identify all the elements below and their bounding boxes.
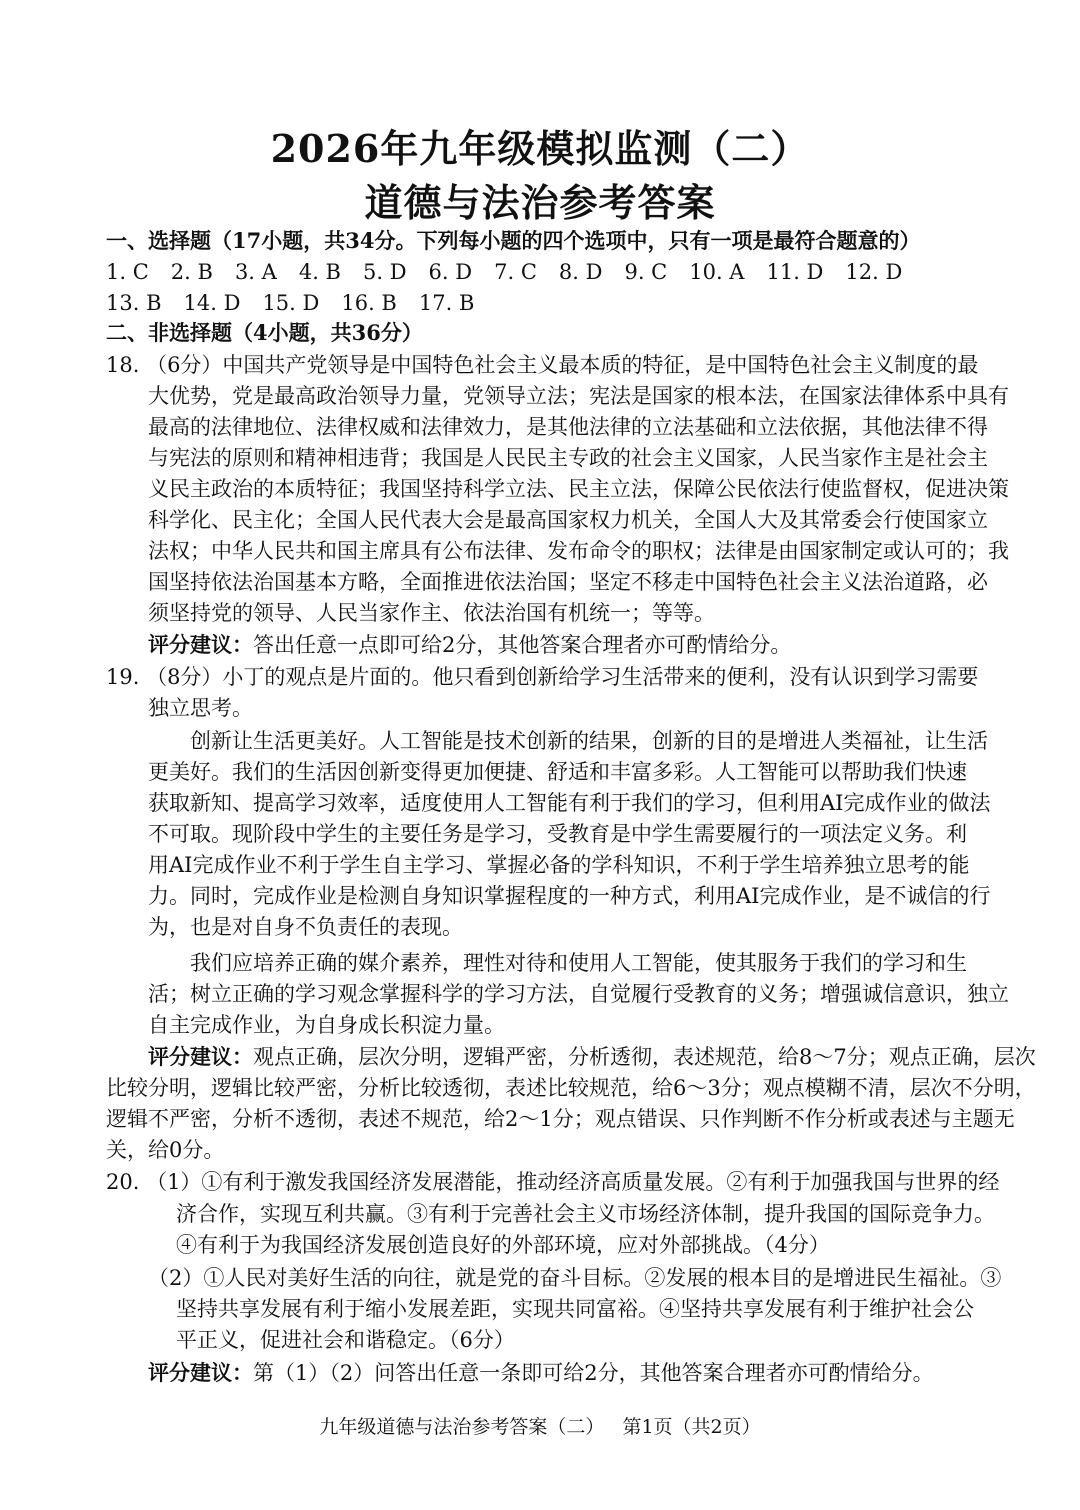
mc-answer: 1. C — [106, 260, 149, 284]
q20-line: 济合作，实现互利共赢。③有利于完善社会主义市场经济体制，提升我国的国际竞争力。 — [176, 1202, 995, 1226]
section-1-header: 一、选择题（17小题，共34分。下列每小题的四个选项中，只有一项是最符合题意的） — [106, 228, 921, 253]
q19-line: 力。同时，完成作业是检测自身知识掌握程度的一种方式，利用AI完成作业，是不诚信的行 — [148, 884, 991, 908]
mc-answer: 6. D — [428, 260, 473, 284]
q20-line: 平正义，促进社会和谐稳定。（6分） — [176, 1328, 515, 1352]
q19-line: 19. （8分）小丁的观点是片面的。他只看到创新给学习生活带来的便利，没有认识到学习需要 — [106, 665, 979, 689]
mc-answer: 10. A — [689, 260, 745, 284]
q19-line: 获取新知、提高学习效率，适度使用人工智能有利于我们的学习，但利用AI完成作业的做法 — [148, 791, 991, 815]
q19-score-line: 逻辑不严密，分析不透彻，表述不规范，给2～1分；观点错误、只作判断不作分析或表述与主题无 — [106, 1107, 1015, 1131]
q18-scoring — [148, 630, 791, 660]
mc-answer: 3. A — [234, 260, 277, 284]
mc-answer: 13. B — [106, 291, 162, 315]
q18-line: 法权；中华人民共和国主席具有公布法律、发布命令的职权；法律是由国家制定或认可的；我 — [148, 539, 1009, 563]
q18-line: 最高的法律地位、法律权威和法律效力，是其他法律的立法基础和立法依据，其他法律不得 — [148, 415, 988, 439]
q18-score-text: 答出任意一点即可给2分，其他答案合理者亦可酌情给分。 — [253, 633, 792, 657]
q18-score-label: 评分建议： — [148, 632, 253, 657]
q19-scoring — [148, 1042, 1036, 1072]
q18-line: 义民主政治的本质特征；我国坚持科学立法、民主立法，保障公民依法行使监督权，促进决策 — [148, 477, 1009, 501]
q20-line: 坚持共享发展有利于缩小发展差距，实现共同富裕。④坚持共享发展有利于维护社会公 — [176, 1297, 974, 1321]
q19-score-label: 评分建议： — [148, 1044, 253, 1069]
q20-line: 20. （1）①有利于激发我国经济发展潜能，推动经济高质量发展。②有利于加强我国与世界的经 — [106, 1170, 1000, 1194]
q20-scoring — [148, 1358, 934, 1388]
q20-score-text: 第（1）（2）问答出任意一条即可给2分，其他答案合理者亦可酌情给分。 — [253, 1361, 934, 1385]
q19-line: 我们应培养正确的媒介素养，理性对待和使用人工智能，使其服务于我们的学习和生 — [190, 951, 967, 975]
mc-answer: 9. C — [624, 260, 668, 284]
q19-line: 为，也是对自身不负责任的表现。 — [148, 915, 463, 939]
q19-line: 更美好。我们的生活因创新变得更加便捷、舒适和丰富多彩。人工智能可以帮助我们快速 — [148, 760, 967, 784]
mc-answer: 4. B — [298, 260, 341, 284]
section-2-header: 二、非选择题（4小题，共36分） — [106, 320, 423, 345]
q18-line: 须坚持党的领导、人民当家作主、依法治国有机统一；等等。 — [148, 601, 715, 625]
mc-answer: 5. D — [362, 260, 407, 284]
page-subtitle: 道德与法治参考答案 — [364, 180, 716, 225]
q18-line: 18. （6分）中国共产党领导是中国特色社会主义最本质的特征，是中国特色社会主义制度的最 — [106, 353, 979, 377]
mc-answer: 14. D — [183, 291, 241, 315]
page-title: 2026年九年级模拟监测（二） — [270, 126, 810, 171]
q19-line: 自主完成作业，为自身成长积淀力量。 — [148, 1013, 505, 1037]
mc-answer: 11. D — [766, 260, 824, 284]
mc-answer: 17. B — [418, 291, 475, 315]
q19-score-line: 关，给0分。 — [106, 1138, 225, 1162]
answers-row-2 — [106, 288, 474, 318]
answers-row-1 — [106, 257, 902, 287]
q19-line: 独立思考。 — [148, 696, 253, 720]
page-footer: 九年级道德与法治参考答案（二） 第1页（共2页） — [319, 1416, 761, 1438]
mc-answer: 7. C — [494, 260, 537, 284]
mc-answer: 8. D — [558, 260, 603, 284]
q19-line: 不可取。现阶段中学生的主要任务是学习，受教育是中学生需要履行的一项法定义务。利 — [148, 822, 967, 846]
q19-line: 活；树立正确的学习观念掌握科学的学习方法，自觉履行受教育的义务；增强诚信意识，独立 — [148, 982, 1009, 1006]
q20-score-label: 评分建议： — [148, 1360, 253, 1385]
mc-answer: 2. B — [170, 260, 213, 284]
q18-line: 大优势，党是最高政治领导力量，党领导立法；宪法是国家的根本法，在国家法律体系中具有 — [148, 384, 1009, 408]
q18-line: 科学化、民主化；全国人民代表大会是最高国家权力机关，全国人大及其常委会行使国家立 — [148, 508, 988, 532]
q18-line: 与宪法的原则和精神相违背；我国是人民民主专政的社会主义国家，人民当家作主是社会主 — [148, 446, 988, 470]
q19-line: 创新让生活更美好。人工智能是技术创新的结果，创新的目的是增进人类福祉，让生活 — [190, 729, 988, 753]
mc-answer: 12. D — [845, 260, 903, 284]
q20-line: ④有利于为我国经济发展创造良好的外部环境，应对外部挑战。（4分） — [176, 1233, 830, 1257]
mc-answer: 16. B — [341, 291, 397, 315]
mc-answer: 15. D — [262, 291, 320, 315]
q19-score-text: 观点正确，层次分明，逻辑严密，分析透彻，表述规范，给8～7分；观点正确，层次 — [253, 1045, 1036, 1069]
q20-line: （2）①人民对美好生活的向往，就是党的奋斗目标。②发展的根本目的是增进民生福祉。③ — [148, 1266, 1002, 1290]
q19-score-line: 比较分明，逻辑比较严密，分析比较透彻，表述比较规范，给6～3分；观点模糊不清，层次不分明， — [106, 1076, 1036, 1100]
q18-line: 国坚持依法治国基本方略，全面推进依法治国；坚定不移走中国特色社会主义法治道路，必 — [148, 570, 988, 594]
q19-line: 用AI完成作业不利于学生自主学习、掌握必备的学科知识，不利于学生培养独立思考的能 — [148, 853, 970, 877]
